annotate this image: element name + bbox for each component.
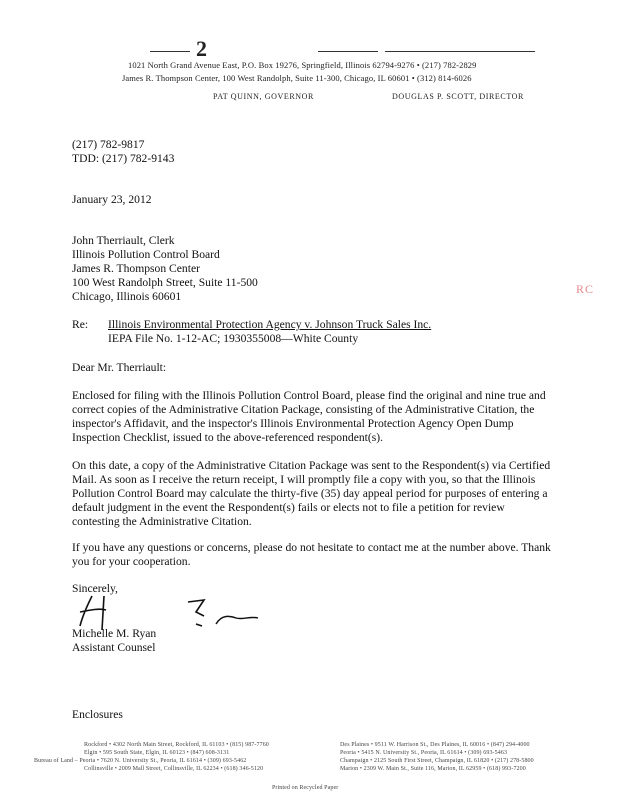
footer-right-line-3: Champaign • 2125 South First Street, Champaign, IL 61820 • (217) 278-5800 [340, 758, 534, 764]
signer-title: Assistant Counsel [72, 641, 156, 654]
agency-logo-mark: 2 [196, 36, 207, 61]
body-paragraph-2: On this date, a copy of the Administrative Citation Package was sent to the Respondent(s) via Certified Mail. As soon as I receive the return receipt, I will promptly file a copy with you, so that the Illinois Pollution Control Board may calculate the thirty-five (35) day appeal period for purposes of entering a default judgment in the event the Respondent(s) fails or elects not to file a petition for review contesting the Administrative Citation. [72, 459, 551, 528]
recipient-name: John Therriault, Clerk [72, 234, 175, 247]
director-name: DOUGLAS P. SCOTT, DIRECTOR [392, 92, 524, 101]
recipient-building: James R. Thompson Center [72, 262, 200, 275]
footer-left-line-4: Collinsville • 2009 Mall Street, Collinsville, IL 62234 • (618) 346-5120 [84, 766, 264, 772]
received-stamp: RC [576, 282, 595, 296]
salutation: Dear Mr. Therriault: [72, 361, 167, 374]
footer-left-line-1: Rockford • 4302 North Main Street, Rockford, IL 61103 • (815) 987-7760 [84, 742, 269, 748]
letter-date: January 23, 2012 [72, 193, 152, 206]
letterhead-address-chicago: James R. Thompson Center, 100 West Randolph, Suite 11-300, Chicago, IL 60601 • (312) 814-6026 [122, 73, 472, 83]
phone-number: (217) 782-9817 [72, 138, 145, 151]
footer-left-line-2: Elgin • 595 South State, Elgin, IL 60123 • (847) 608-3131 [84, 750, 230, 756]
recycled-paper-note: Printed on Recycled Paper [272, 785, 339, 791]
closing: Sincerely, [72, 582, 118, 595]
footer-right-line-1: Des Plaines • 9511 W. Harrison St., Des Plaines, IL 60016 • (847) 294-4000 [340, 742, 530, 748]
enclosures-label: Enclosures [72, 708, 123, 721]
re-label: Re: [72, 318, 89, 331]
footer-left-line-3: Bureau of Land – Peoria • 7620 N. University St., Peoria, IL 61614 • (309) 693-5462 [34, 758, 247, 764]
re-case-title: Illinois Environmental Protection Agency v. Johnson Truck Sales Inc. [108, 318, 432, 331]
re-file-number: IEPA File No. 1-12-AC; 1930355008—White County [108, 332, 359, 345]
recipient-org: Illinois Pollution Control Board [72, 248, 220, 261]
body-paragraph-3: If you have any questions or concerns, please do not hesitate to contact me at the number above. Thank you for your cooperation. [72, 541, 551, 568]
footer-right-line-2: Peoria • 5415 N. University St., Peoria, IL 61614 • (309) 693-5463 [340, 750, 508, 756]
governor-name: PAT QUINN, GOVERNOR [213, 92, 314, 101]
footer-right-line-4: Marion • 2309 W. Main St., Suite 116, Marion, IL 62959 • (618) 993-7200 [340, 766, 526, 772]
recipient-city: Chicago, Illinois 60601 [72, 290, 182, 303]
letterhead-rule-3 [385, 51, 535, 52]
body-paragraph-1: Enclosed for filing with the Illinois Pollution Control Board, please find the original and nine true and correct copies of the Administrative Citation Package, consisting of the Administrative Citation, the inspector's Affidavit, and the inspector's Illinois Environmental Protection Agency Open Dump Inspection Checklist, issued to the above-referenced respondent(s). [72, 389, 546, 444]
letterhead-rule-1 [150, 51, 190, 52]
letterhead-address-springfield: 1021 North Grand Avenue East, P.O. Box 19276, Springfield, Illinois 62794-9276 • (217) 782-2829 [128, 60, 477, 70]
recipient-street: 100 West Randolph Street, Suite 11-500 [72, 276, 258, 289]
letterhead-rule-2 [318, 51, 378, 52]
tdd-number: TDD: (217) 782-9143 [72, 152, 175, 165]
signer-name: Michelle M. Ryan [72, 627, 157, 640]
